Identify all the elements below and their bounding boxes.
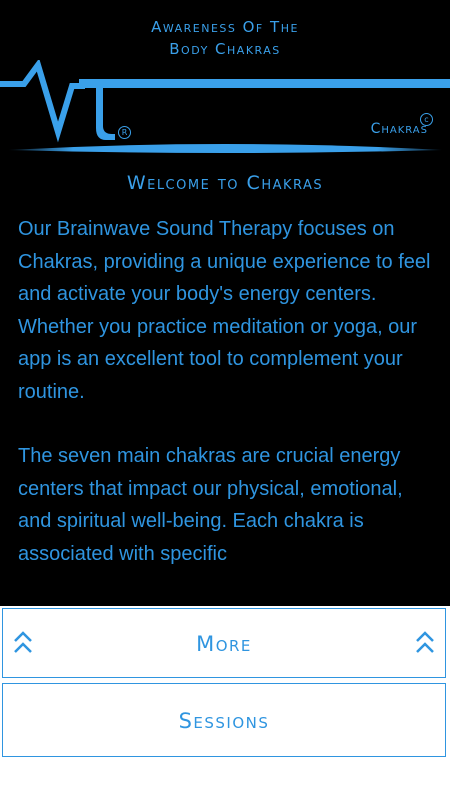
double-chevron-up-icon: [12, 629, 34, 657]
brand-label: Chakras: [370, 121, 428, 137]
app-title-line2: Body Chakras: [169, 40, 281, 58]
registered-mark: R: [118, 126, 131, 139]
app-title: [0, 16, 450, 60]
page-title: Welcome to Chakras: [126, 172, 324, 194]
app-title-line1: Awareness Of The: [151, 18, 299, 36]
intro-paragraph-1: Our Brainwave Sound Therapy focuses on Chakras, providing a unique experience to feel and activate your body's energy centers. Whether you practice meditation or yoga, our app is an excellent tool to complement your routine.: [18, 218, 431, 403]
more-button-label: More: [196, 632, 252, 656]
double-chevron-up-icon: [414, 629, 436, 657]
more-button[interactable]: [2, 608, 446, 678]
copyright-mark: c: [420, 113, 433, 126]
intro-content: [18, 213, 433, 602]
sessions-button-label: Sessions: [178, 709, 270, 733]
pulse-vt-logo-icon: [0, 60, 450, 160]
sessions-button[interactable]: [2, 683, 446, 757]
intro-paragraph-2: The seven main chakras are crucial energy centers that impact our physical, emotional, and spiritual well-being. Each chakra is associated with specific: [18, 445, 403, 565]
